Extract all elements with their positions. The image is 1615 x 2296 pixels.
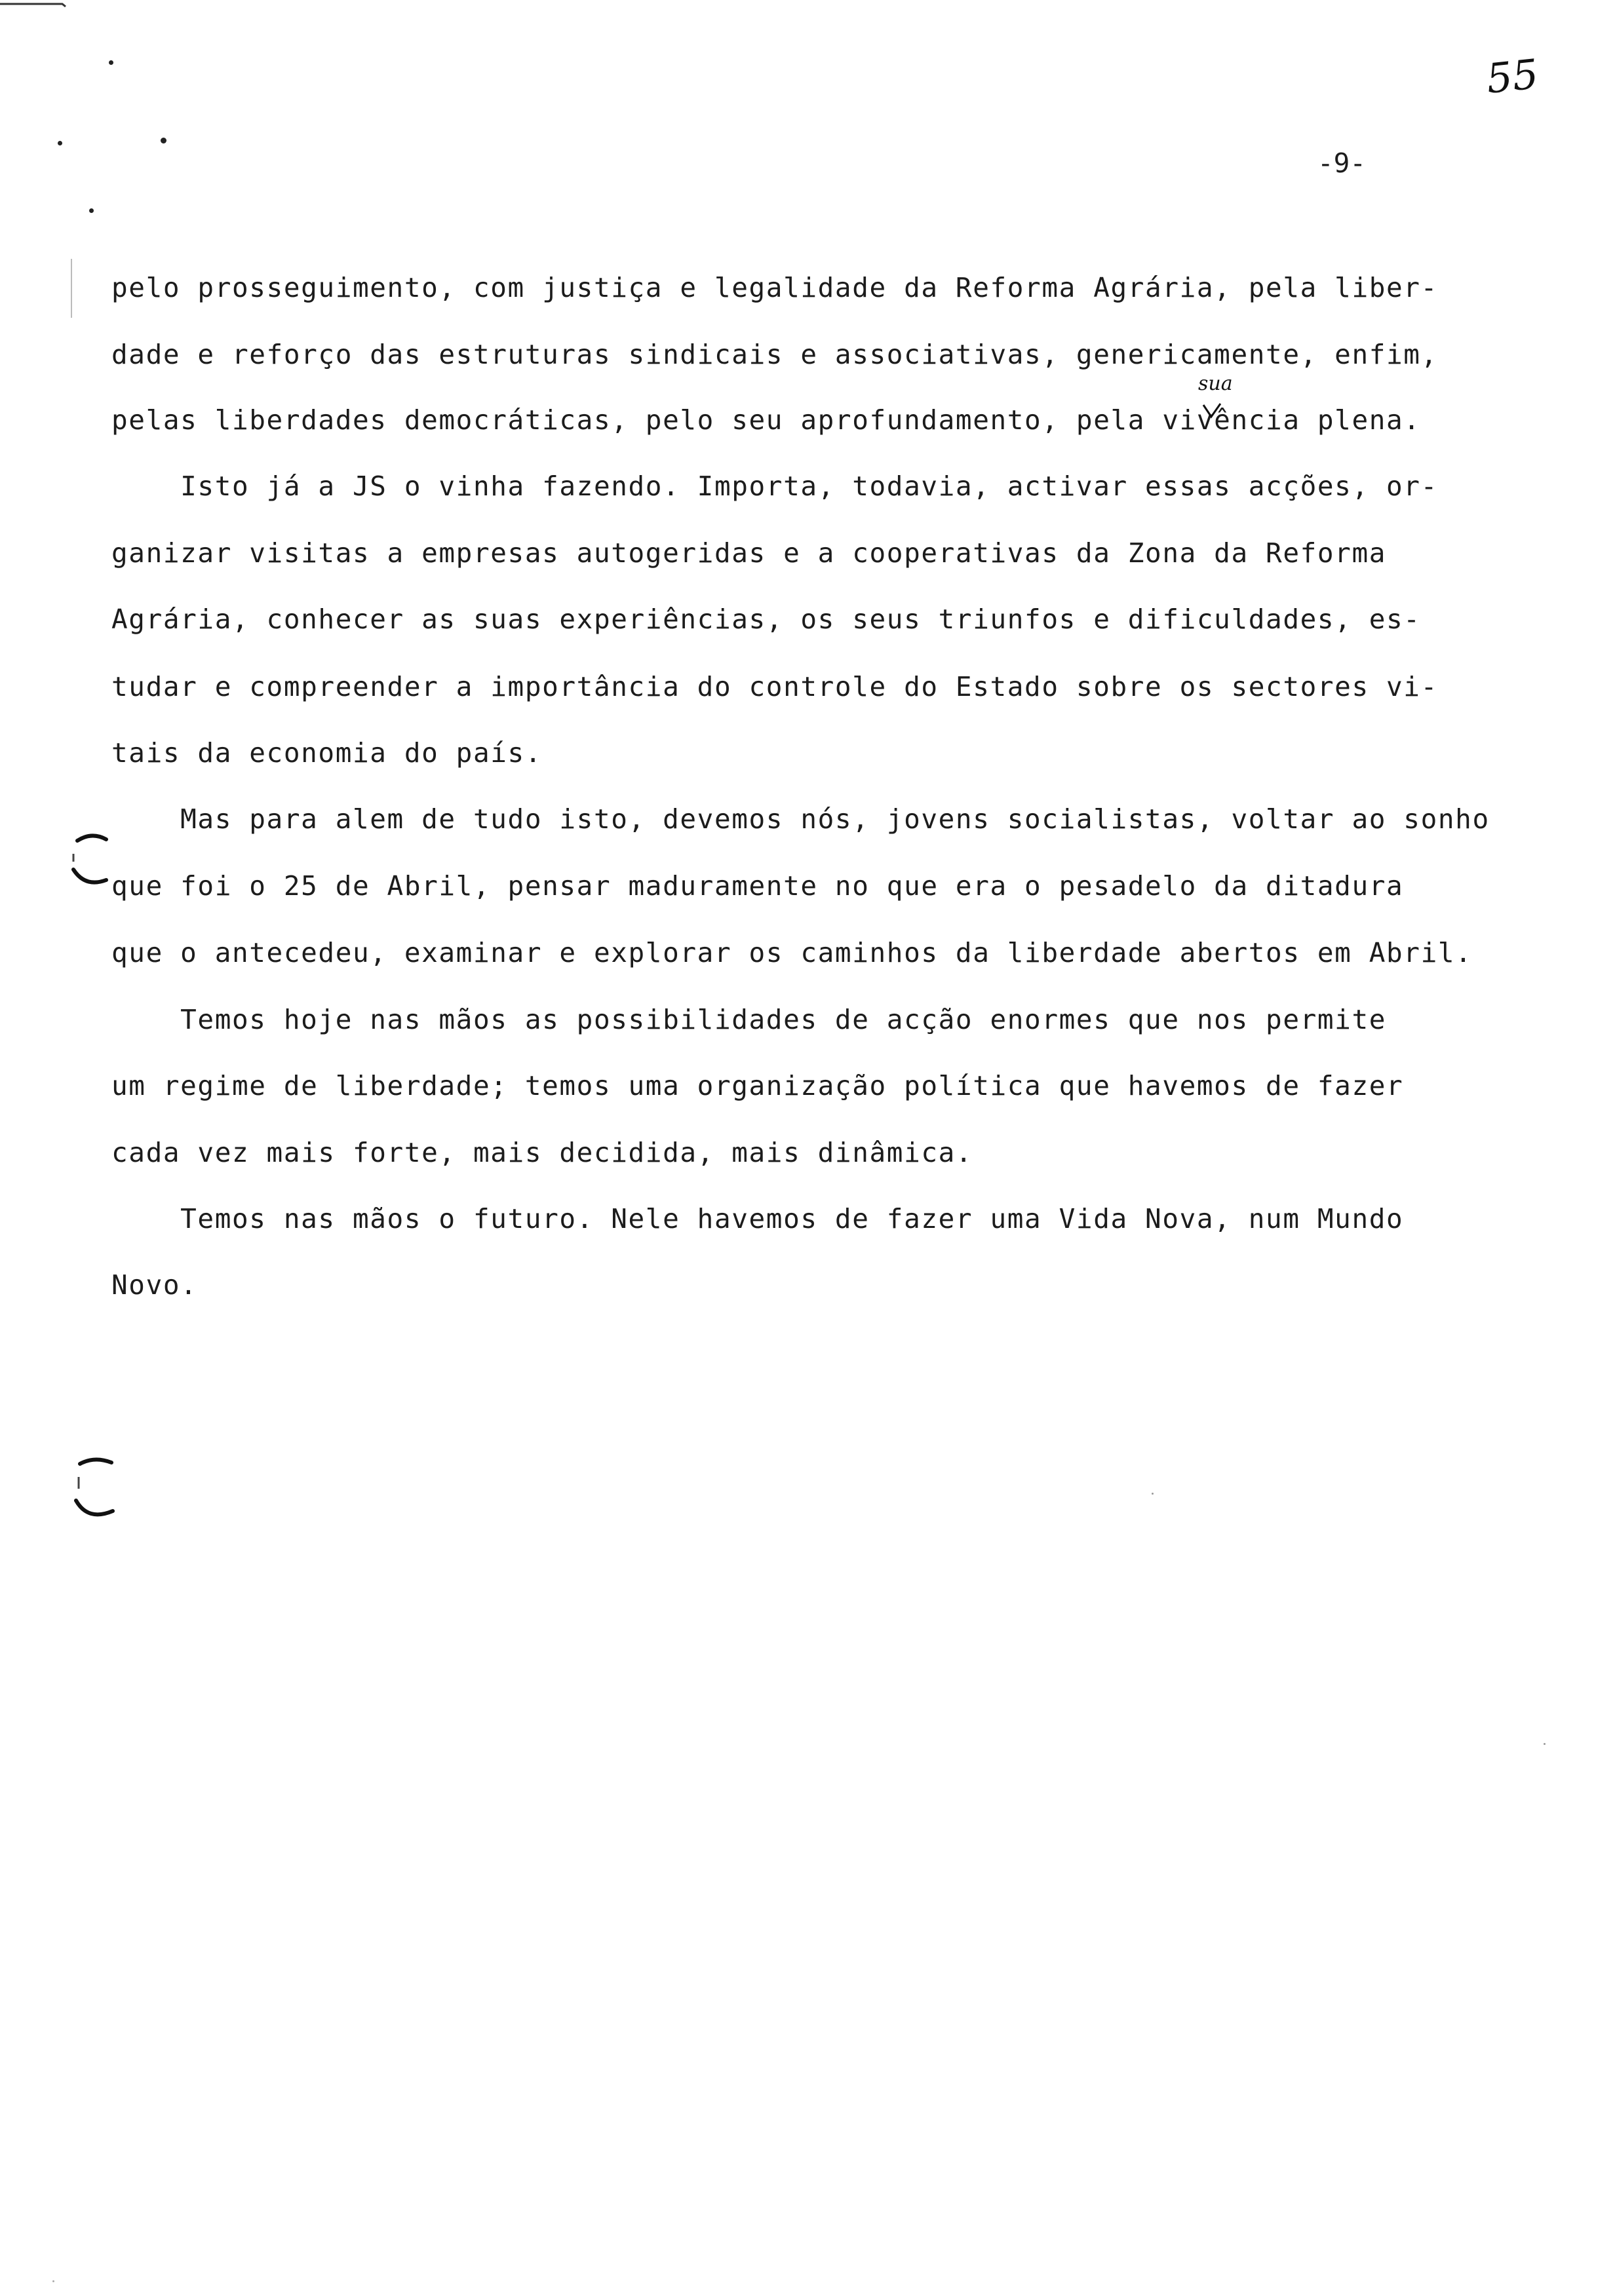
body-line: ganizar visitas a empresas autogeridas e a cooperativas da Zona da Reforma: [111, 537, 1387, 569]
scan-speck: [58, 141, 62, 145]
scan-margin-line: [69, 259, 75, 318]
body-line: Temos nas mãos o futuro. Nele havemos de fazer uma Vida Nova, num Mundo: [111, 1203, 1404, 1234]
body-line: tais da economia do país.: [111, 737, 543, 769]
handwritten-insertion: sua: [1198, 372, 1233, 395]
scan-speck: [161, 138, 166, 144]
body-line: Temos hoje nas mãos as possibilidades de acção enormes que nos permite: [111, 1004, 1387, 1035]
body-line: que o antecedeu, examinar e explorar os caminhos da liberdade abertos em Abril.: [111, 937, 1473, 968]
caret-mark: [1202, 401, 1222, 419]
body-line: pelas liberdades democráticas, pelo seu aprofundamento, pela vivência plena.: [111, 404, 1421, 436]
body-line: tudar e compreender a importância do controle do Estado sobre os sectores vi-: [111, 671, 1438, 702]
page-number: -9-: [1317, 147, 1367, 179]
body-line: cada vez mais forte, mais decidida, mais dinâmica.: [111, 1137, 973, 1168]
scan-speck: [1544, 1743, 1546, 1745]
scan-speck: [109, 60, 113, 65]
punch-hole-mark: [66, 1448, 118, 1533]
scan-speck: [1152, 1493, 1154, 1495]
body-line: Isto já a JS o vinha fazendo. Importa, todavia, activar essas acções, or-: [111, 470, 1438, 502]
scan-speck: [52, 2280, 54, 2282]
body-line: pelo prosseguimento, com justiça e legalidade da Reforma Agrária, pela liber-: [111, 272, 1438, 303]
body-line: Mas para alem de tudo isto, devemos nós, jovens socialistas, voltar ao sonho: [111, 803, 1490, 835]
handwritten-page-number: 55: [1484, 50, 1541, 103]
scan-speck: [89, 208, 94, 213]
body-line: que foi o 25 de Abril, pensar maduramente no que era o pesadelo da ditadura: [111, 870, 1404, 902]
punch-hole-mark: [66, 822, 118, 898]
body-line: dade e reforço das estruturas sindicais e associativas, genericamente, enfim,: [111, 339, 1438, 370]
scan-corner-mark: [0, 0, 79, 26]
body-line: Agrária, conhecer as suas experiências, os seus triunfos e dificuldades, es-: [111, 603, 1421, 635]
body-line: um regime de liberdade; temos uma organização política que havemos de fazer: [111, 1070, 1404, 1101]
body-line: Novo.: [111, 1269, 198, 1301]
